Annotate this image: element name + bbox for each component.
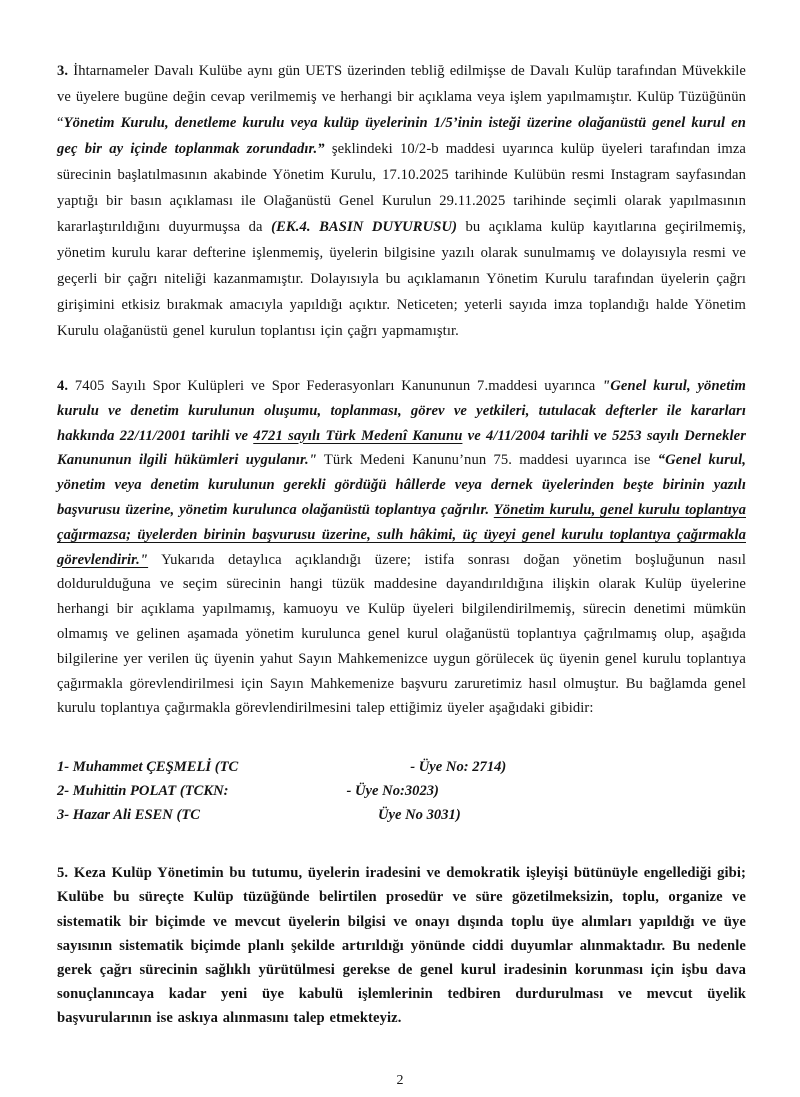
paragraph-3-text-1: İhtarnameler Davalı Kulübe aynı gün UETS üzerinden tebliğ edilmişse de Davalı Kulüp tarafından Müvekkile ve üyelere bugüne değin cevap verilmemiş ve herhangi bir açıklama veya işlem yapılmamıştır. Kulüp Tüzüğünün “ [57, 63, 746, 131]
paragraph-4-law-quote-2-start: “Genel kurul, yönetim veya denetim kurulunun gerekli gördüğü hâllerde veya dernek üyelerinden beşte birinin yazılı başvurusu üzerine, yönetim kurulunca olağanüstü toplantıya çağrılır. [57, 452, 747, 518]
paragraph-4-law-quote-2-underlined: Yönetim kurulu, genel kurulu toplantıya çağırmazsa; üyelerden birinin başvurusu üzerine, sulh hâkimi, üç üyeyi genel kurulu toplantıya çağırmakla görevlendirir." [57, 501, 746, 568]
paragraph-4-law-quote-1-end: ve 4/11/2004 tarihli ve 5253 sayılı Dernekler Kanununun ilgili hükümleri uygulanır." [57, 427, 746, 469]
member-3-redacted-tc-number [200, 817, 378, 819]
paragraph-3-bylaw-quote: Yönetim Kurulu, denetleme kurulu veya kulüp üyelerinin 1/5’inin isteği üzerine olağanüstü genel kurul en geç bir ay içinde toplanmak zorundadır.” [57, 115, 746, 157]
member-1-redacted-tc-number [238, 769, 410, 771]
member-list-item-3 [57, 803, 746, 827]
member-list-item-1 [57, 755, 746, 779]
member-2-membership-number: - Üye No:3023) [346, 783, 439, 800]
paragraph-3-number: 3. [57, 63, 69, 79]
member-list-item-2 [57, 779, 746, 803]
member-2-redacted-tc-number [229, 793, 347, 795]
paragraph-3-text-2: şeklindeki 10/2-b maddesi uyarınca kulüp üyeleri tarafından imza sürecinin başlatılmasının akabinde Yönetim Kurulu, 17.10.2025 tarihinde Kulübün resmi Instagram sayfasından yaptığı bir basın açıklaması ile Olağanüstü Genel Kurulun 29.11.2025 tarihinde seçimli olarak yapılmasının kararlaştırıldığını duyurmuşsa da [57, 141, 746, 235]
paragraph-4-number: 4. [57, 378, 69, 394]
member-3-name: 3- Hazar Ali ESEN (TC [57, 807, 200, 824]
paragraph-4-law-quote-1-underlined: 4721 sayılı Türk Medenî Kanunu [253, 427, 463, 444]
paragraph-4-text-1: 7405 Sayılı Spor Kulüpleri ve Spor Federasyonları Kanununun 7.maddesi uyarınca [68, 378, 603, 394]
paragraph-3-exhibit-reference: (EK.4. BASIN DUYURUSU) [271, 219, 458, 235]
member-2-name: 2- Muhittin POLAT (TCKN: [57, 783, 229, 800]
member-1-name: 1- Muhammet ÇEŞMELİ (TC [57, 759, 239, 776]
paragraph-5-text: Keza Kulüp Yönetimin bu tutumu, üyelerin iradesini ve demokratik işleyişi bütünüyle engellediği gibi; Kulübe bu süreçte Kulüp tüzüğünde belirtilen prosedür ve süre gözetilmeksizin, toplu, organize ve sistematik bir biçimde ve mevcut üyelerin bilgisi ve onayı dışında toplu üye alımları yapıldığı ve üye sayısının sistematik biçimde planlı şekilde artırıldığı yönünde ciddi duyumlar alınmaktadır. Bu nedenle gerek çağrı sürecinin sağlıklı yürütülmesi gerekse de genel kurul iradesinin korunması için işbu dava sonuçlanıncaya kadar yeni üye kabulü işlemlerinin tedbiren durdurulması ve mevcut üyelik başvurularının ise askıya alınmasını talep etmekteyiz. [57, 865, 746, 1027]
member-1-membership-number: - Üye No: 2714) [410, 759, 507, 776]
page-footer [0, 1073, 800, 1089]
paragraph-4-law-quote-1-start: "Genel kurul, yönetim kurulu ve denetim kurulunun oluşumu, toplanması, görev ve yetkileri, tutulacak defterler ile kararları hakkında 22/11/2001 tarihli ve [57, 378, 746, 444]
member-3-membership-number: Üye No 3031) [378, 807, 461, 824]
member-list [57, 755, 746, 827]
paragraph-3 [57, 58, 746, 344]
paragraph-4 [57, 374, 746, 721]
paragraph-5 [57, 861, 746, 1030]
paragraph-3-text-3: bu açıklama kulüp kayıtlarına geçirilmemiş, yönetim kurulu karar defterine işlenmemiş, üyelerin bilgisine yazılı olarak sunulmamış ve dolayısıyla resmi ve geçerli bir çağrı niteliği kazanmamıştır. Dolayısıyla bu açıklamanın Yönetim Kurulu tarafından üyelerin çağrı girişimini etkisiz bırakmak amacıyla yapıldığı açıktır. Neticeten; yeterli sayıda imza toplandığı halde Yönetim Kurulu olağanüstü genel kurulun toplantısı için çağrı yapmamıştır. [57, 219, 747, 339]
paragraph-5-number: 5. [57, 865, 69, 882]
paragraph-4-text-2: Türk Medeni Kanunu’nun 75. maddesi uyarınca ise [316, 452, 658, 469]
paragraph-4-text-3: Yukarıda detaylıca açıklandığı üzere; istifa sonrası doğan yönetim boşluğunun nasıl doldurulduğuna ve seçim sürecinin hangi tüzük maddesine dayandırıldığına ilişkin olarak Kulüp üyelerine herhangi bir açıklama yapılmamış, kamuoyu ve Kulüp üyeleri bilgilendirilmemiş, sürecin denetimi mümkün olmamış ve gelinen aşamada yönetim kurulunca genel kurul olağanüstü toplantıya çağrılmamış olup, aşağıda bilgilerine yer verilen üç üyenin yahut Sayın Mahkemenizce uygun görülecek üç üyenin genel kurulu toplantıya çağırmakla görevlendirilmesi için Sayın Mahkemenize başvuru zaruretimiz hasıl olmuştur. Bu bağlamda genel kurulu toplantıya çağırmakla görevlendirilmesini talep ettiğimiz üyeler aşağıdaki gibidir: [57, 551, 746, 717]
page-number: 2 [396, 1073, 404, 1088]
